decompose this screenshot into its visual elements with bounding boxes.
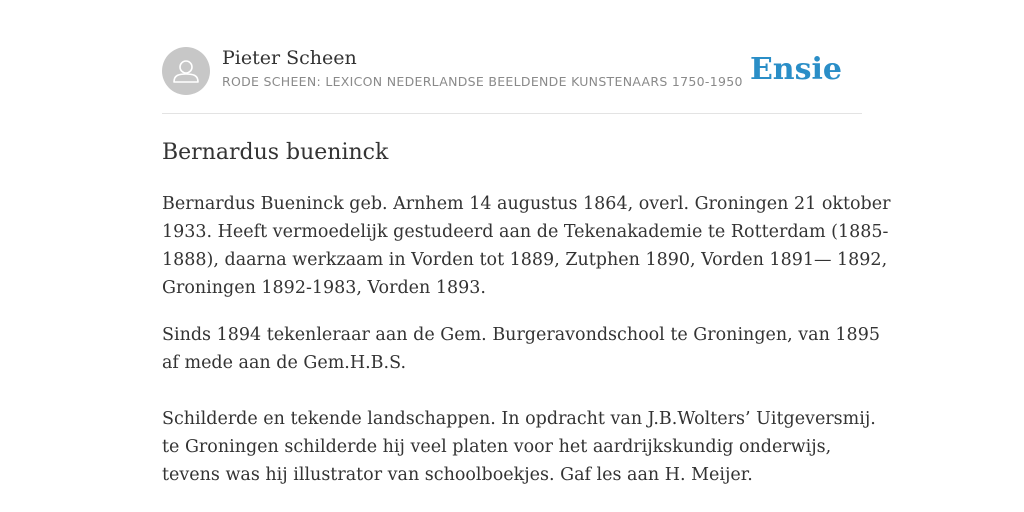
source-title[interactable]: RODE SCHEEN: LEXICON NEDERLANDSE BEELDENDE KUNSTENAARS 1750-1950 [222,74,743,89]
paragraph-line: 1888), daarna werkzaam in Vorden tot 1889, Zutphen 1890, Vorden 1891— 1892, [162,250,888,270]
ensie-logo[interactable]: Ensie [749,52,842,87]
article-title: Bernardus bueninck [162,140,389,165]
user-avatar-icon[interactable] [162,47,210,95]
paragraph-line: Schilderde en tekende landschappen. In opdracht van J.B.Wolters’ Uitgeversmij. [162,409,876,429]
article-header [162,46,862,96]
paragraph-line: Bernardus Bueninck geb. Arnhem 14 augustus 1864, overl. Groningen 21 oktober [162,194,891,214]
paragraph-line: te Groningen schilderde hij veel platen voor het aardrijkskundig onderwijs, [162,437,832,457]
author-name[interactable]: Pieter Scheen [222,47,357,69]
header-divider [162,113,862,114]
paragraph [162,190,890,302]
paragraph-line: Sinds 1894 tekenleraar aan de Gem. Burgeravondschool te Groningen, van 1895 [162,325,880,345]
paragraph-line: 1933. Heeft vermoedelijk gestudeerd aan de Tekenakademie te Rotterdam (1885- [162,222,889,242]
paragraph-line: Groningen 1892-1983, Vorden 1893. [162,278,486,298]
paragraph [162,321,880,377]
paragraph-line: tevens was hij illustrator van schoolboekjes. Gaf les aan H. Meijer. [162,465,753,485]
paragraph-line: af mede aan de Gem.H.B.S. [162,353,407,373]
paragraph [162,405,876,489]
